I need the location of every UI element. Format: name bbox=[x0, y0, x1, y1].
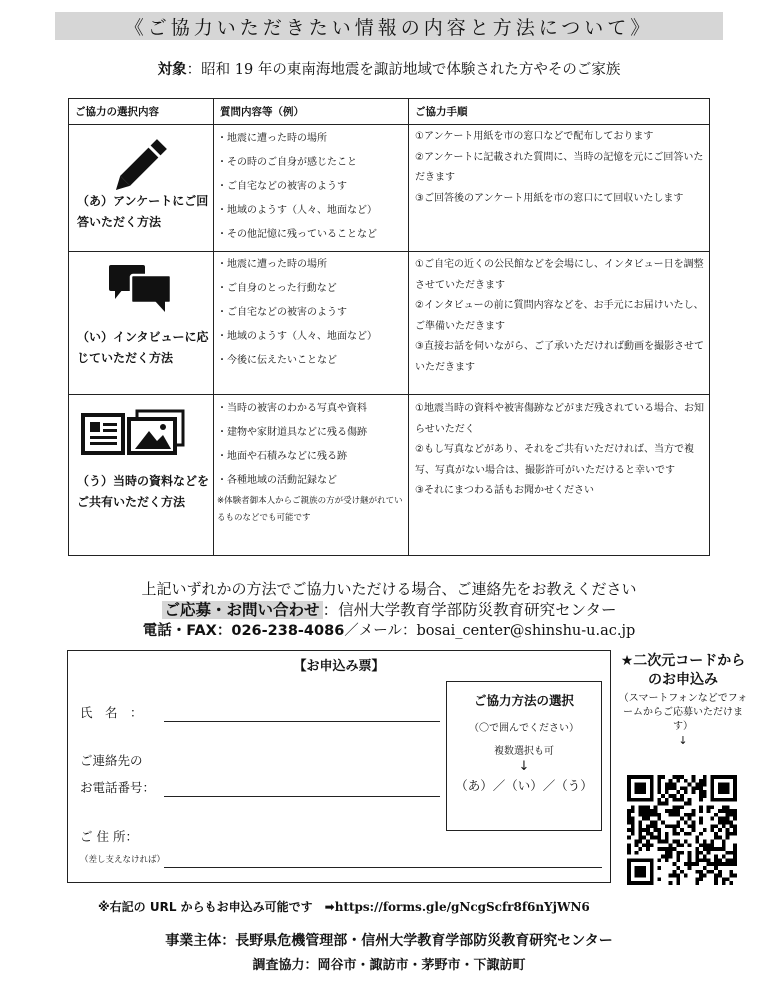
step-item: ②インタビューの前に質問内容などを、お手元にお届けいたし、ご準備いただきます bbox=[415, 300, 704, 332]
step-item: ①アンケート用紙を市の窓口などで配布しております bbox=[415, 131, 654, 142]
steps-interview bbox=[415, 255, 707, 378]
address-label: ご 住 所： bbox=[80, 829, 138, 844]
name-field[interactable] bbox=[164, 721, 440, 722]
speech-bubbles-icon bbox=[107, 263, 173, 317]
target-label: 対象 bbox=[157, 62, 187, 78]
target-audience bbox=[0, 58, 778, 79]
mail-label: ／メール： bbox=[344, 623, 417, 639]
selection-title: ご協力方法の選択 bbox=[473, 693, 574, 708]
selection-arrow: ↓ bbox=[518, 759, 530, 774]
header-questions: 質問内容等（例） bbox=[220, 106, 304, 118]
question-item: ・その他記憶に残っていることなど bbox=[217, 229, 377, 240]
step-item: ②アンケートに記載された質問に、当時の記憶を元にご回答いただきます bbox=[415, 151, 704, 183]
documents-photos-icon bbox=[79, 409, 191, 461]
step-item: ②もし写真などがあり、それをご共有いただければ、当方で複写、写真がない場合は、撮影許可がいただけると幸いです bbox=[415, 444, 694, 476]
phone-label-1: ご連絡先の bbox=[80, 753, 143, 768]
address-note: （差し支えなければ） bbox=[80, 855, 166, 865]
selection-instruction: （〇で囲んでください） bbox=[469, 723, 579, 734]
questions-materials bbox=[217, 397, 407, 526]
form-title: 【お申込み票】 bbox=[293, 659, 385, 674]
question-item: ・地震に遭った時の場所 bbox=[217, 133, 327, 144]
question-item: ・地面や石積みなどに残る跡 bbox=[217, 451, 347, 462]
name-label: 氏 名 ： bbox=[80, 705, 143, 720]
step-item: ③ご回答後のアンケート用紙を市の窓口にて回収いたします bbox=[415, 192, 684, 204]
contact-intro: 上記いずれかの方法でご協力いただける場合、ご連絡先をお教えください bbox=[141, 580, 637, 598]
question-item: ・地震に遭った時の場所 bbox=[217, 259, 327, 270]
question-item: ・当時の被害のわかる写真や資料 bbox=[217, 403, 367, 414]
selection-options[interactable]: （あ）／（い）／（う） bbox=[455, 778, 593, 793]
selection-box bbox=[446, 681, 602, 831]
question-item: ・その時のご自身が感じたこと bbox=[217, 157, 357, 168]
cooperation-line: 調査協力：岡谷市・諏訪市・茅野市・下諏訪町 bbox=[252, 958, 526, 973]
qr-section bbox=[618, 652, 748, 748]
method-survey: （あ）アンケートにご回答いただく方法 bbox=[77, 194, 209, 229]
email-link[interactable]: bosai_center@shinshu-u.ac.jp bbox=[416, 623, 636, 639]
target-text: ：昭和 19 年の東南海地震を諏訪地域で体験された方やそのご家族 bbox=[186, 62, 621, 78]
selection-multiple: 複数選択も可 bbox=[494, 746, 554, 757]
url-note-text: ※右記の URL からもお申込み可能です ➡ bbox=[98, 900, 335, 914]
org-name: ：信州大学教育学部防災教育研究センター bbox=[322, 601, 617, 619]
question-item: ・ご自宅などの被害のようす bbox=[217, 181, 347, 192]
method-materials: （う）当時の資料などをご共有いただく方法 bbox=[77, 474, 210, 509]
step-item: ①ご自宅の近くの公民館などを会場にし、インタビュー日を調整させていただきます bbox=[415, 259, 704, 291]
question-item: ・ご自宅などの被害のようす bbox=[217, 307, 347, 318]
step-item: ③それにまつわる話もお聞かせください bbox=[415, 485, 594, 496]
step-item: ③直接お話を伺いながら、ご了承いただければ動画を撮影させていただきます bbox=[415, 341, 704, 373]
question-item: ・地域のようす（人々、地面など） bbox=[217, 331, 377, 342]
cooperation-table bbox=[68, 98, 710, 556]
phone-label-2: お電話番号： bbox=[80, 780, 156, 795]
contact-details bbox=[0, 619, 778, 640]
url-note bbox=[98, 898, 590, 915]
phone-field[interactable] bbox=[164, 796, 440, 797]
step-item: ①地震当時の資料や被害傷跡などがまだ残されている場合、お知らせいただく bbox=[415, 403, 704, 435]
apply-label: ご応募・お問い合わせ bbox=[162, 601, 323, 619]
questions-survey bbox=[217, 127, 377, 247]
question-item: ・各種地域の活動記録など bbox=[217, 475, 337, 486]
form-url-link[interactable]: https://forms.gle/gNcgScfr8f6nYjWN6 bbox=[334, 900, 590, 914]
header-steps: ご協力手順 bbox=[415, 106, 468, 118]
method-interview: （い）インタビューに応じていただく方法 bbox=[77, 330, 209, 365]
question-item: ・ご自身のとった行動など bbox=[217, 283, 337, 294]
address-field[interactable] bbox=[164, 867, 602, 868]
question-item: ・地域のようす（人々、地面など） bbox=[217, 205, 377, 216]
question-item: ・今後に伝えたいことなど bbox=[217, 355, 337, 366]
steps-survey bbox=[415, 127, 707, 209]
contact-org bbox=[0, 598, 778, 620]
questions-interview bbox=[217, 253, 377, 373]
header-method: ご協力の選択内容 bbox=[75, 106, 159, 118]
question-note: ※体験者御本人からご親族の方が受け継がれているものなどでも可能です bbox=[217, 496, 403, 523]
qr-title: ★二次元コードからのお申込み bbox=[620, 653, 746, 688]
sponsor-line: 事業主体：長野県危機管理部・信州大学教育学部防災教育研究センター bbox=[165, 933, 613, 949]
question-item: ・建物や家財道具などに残る傷跡 bbox=[217, 427, 367, 438]
phone-fax: 電話・FAX：026-238-4086 bbox=[142, 623, 345, 639]
qr-note: （スマートフォンなどでフォームからご応募いただけます） bbox=[618, 693, 748, 732]
page-title: 《ご協力いただきたい情報の内容と方法について》 bbox=[55, 12, 723, 40]
qr-arrow: ↓ bbox=[678, 734, 688, 747]
steps-materials bbox=[415, 399, 707, 502]
qr-code[interactable] bbox=[627, 775, 737, 889]
application-form bbox=[67, 650, 611, 883]
